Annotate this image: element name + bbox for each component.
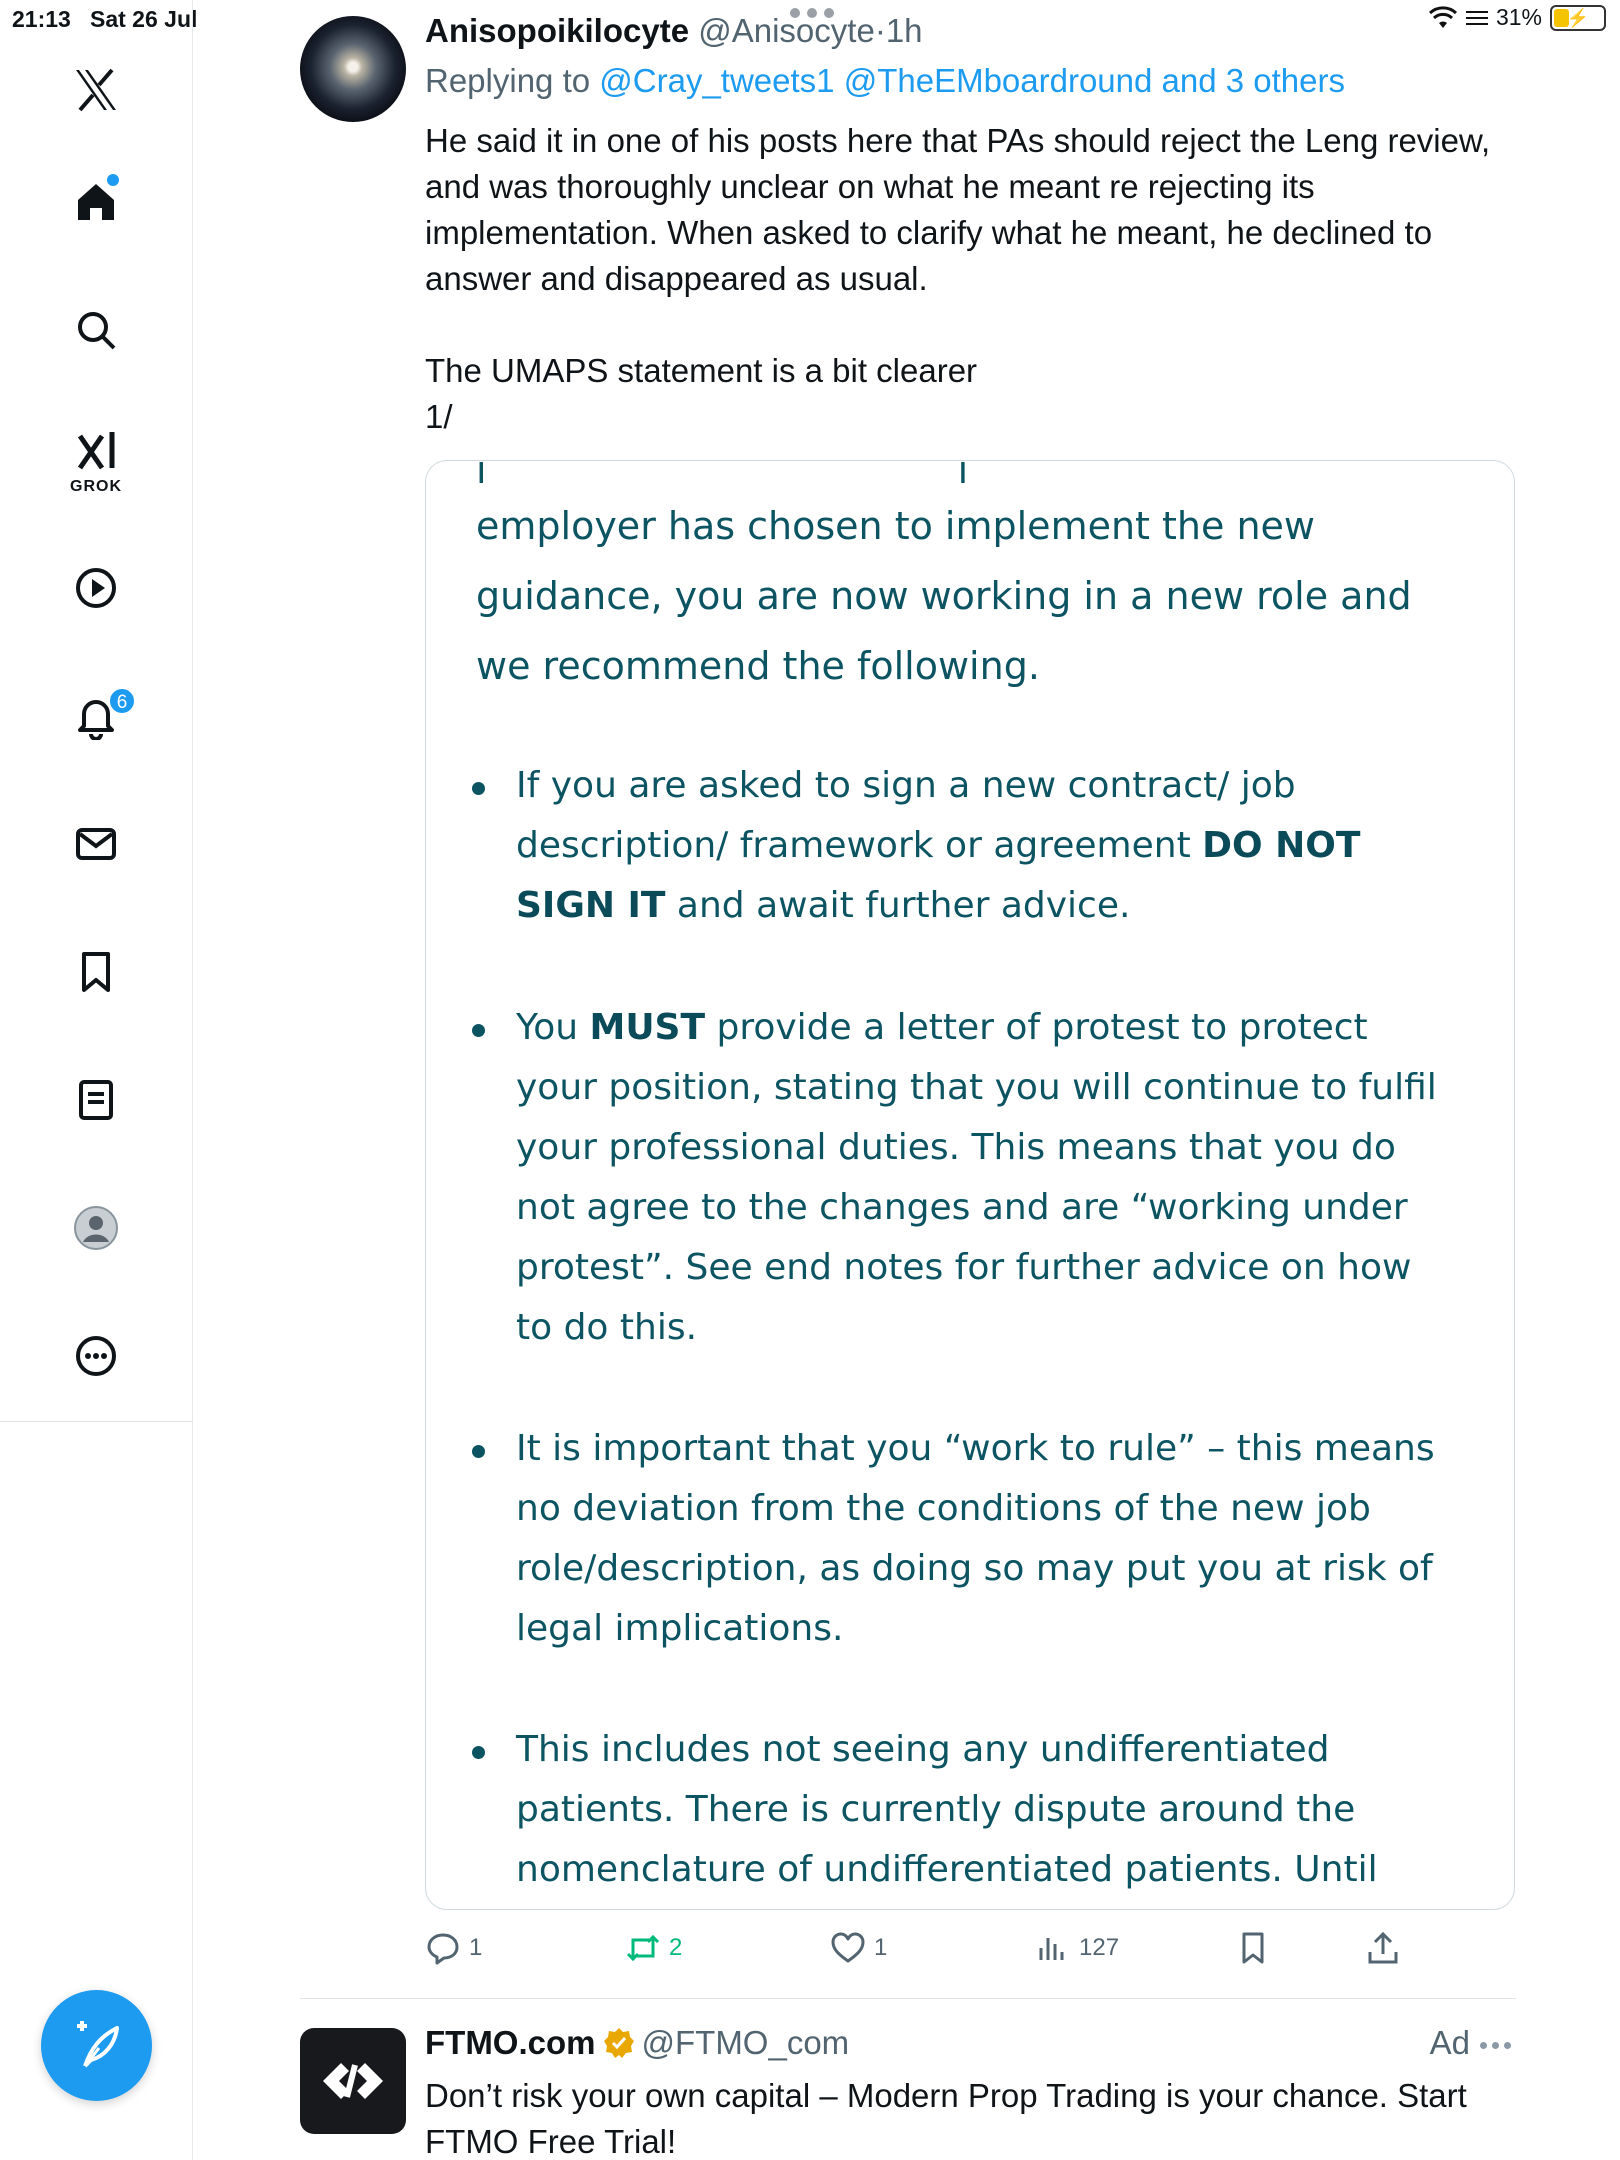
image-intro: employer has chosen to implement the new guidance, you are now working in a new role and we recommend the following.	[476, 504, 1412, 688]
reply-icon	[425, 1930, 461, 1966]
reply-count: 1	[469, 1934, 483, 1961]
search-icon[interactable]	[66, 300, 126, 360]
tweet-text: He said it in one of his posts here that PAs should reject the Leng review, and was thoroughly unclear on what he meant re rejecting its implementation. When asked to clarify what he meant, he declined to answer and disappeared as usual. The UMAPS statement is a bit clearer 1/	[425, 122, 1491, 435]
ad-text: Don’t risk your own capital – Modern Prop Trading is your chance. Start FTMO Free Trial!	[425, 2077, 1467, 2160]
tweet-divider	[300, 1998, 1516, 1999]
battery-icon	[1550, 5, 1606, 31]
battery-percent: 31%	[1495, 4, 1542, 30]
ad-more-icon[interactable]	[1480, 2042, 1511, 2049]
x-logo-icon[interactable]	[66, 60, 126, 120]
bookmarks-icon[interactable]	[66, 942, 126, 1002]
tweet-time[interactable]: 1h	[885, 12, 923, 49]
list-status-icon	[1466, 8, 1488, 28]
grok-label: GROK	[70, 478, 122, 495]
sidebar-divider	[0, 1421, 193, 1422]
grok-icon[interactable]	[66, 422, 126, 482]
view-count: 127	[1079, 1934, 1120, 1961]
share-button[interactable]	[1365, 1930, 1401, 1966]
lists-icon[interactable]	[66, 1070, 126, 1130]
image-bullet: If you are asked to sign a new contract/ job description/ framework or agreement DO NOT SIGN IT and await further advice.	[516, 756, 1446, 936]
tweet-separator: ·	[874, 12, 886, 49]
ftmo-logo-icon	[319, 2047, 387, 2115]
tweet-header	[425, 12, 923, 50]
tweet-author-handle[interactable]: @Anisocyte	[698, 12, 875, 49]
bookmark-button[interactable]	[1235, 1930, 1271, 1966]
image-bullet: This includes not seeing any undifferentiated patients. There is currently dispute around the nomenclature of undifferentiated patients. Until	[516, 1720, 1446, 1900]
replying-prefix: Replying to	[425, 62, 591, 99]
charging-bolt-icon: ⚡	[1566, 7, 1590, 28]
verified-badge-icon	[602, 2026, 636, 2060]
reply-button[interactable]	[425, 1930, 482, 1966]
notifications-badge: 6	[108, 687, 136, 715]
retweet-count: 2	[669, 1934, 683, 1961]
image-cut-line: ı ı	[476, 460, 969, 492]
tweet-actions	[425, 1930, 1525, 1980]
status-time: 21:13 Sat 26 Jul	[12, 6, 198, 32]
sidebar	[0, 0, 193, 2160]
profile-icon[interactable]	[66, 1198, 126, 1258]
ad-avatar[interactable]	[300, 2028, 406, 2134]
messages-icon[interactable]	[66, 814, 126, 874]
replying-to	[425, 62, 1345, 100]
views-button[interactable]	[1035, 1930, 1119, 1966]
ad-handle[interactable]: @FTMO_com	[641, 2024, 850, 2061]
tweet-author-name[interactable]: Anisopoikilocyte	[425, 12, 690, 49]
heart-icon	[830, 1930, 866, 1966]
home-unread-dot	[107, 174, 119, 186]
compose-feather-icon	[69, 2018, 125, 2074]
bookmark-icon	[1235, 1930, 1271, 1966]
ad-label: Ad	[1429, 2024, 1470, 2061]
image-bullet: It is important that you “work to rule” – this means no deviation from the conditions of the new job role/description, as doing so may put you at risk of legal implications.	[516, 1419, 1446, 1659]
like-count: 1	[874, 1934, 888, 1961]
retweet-button[interactable]	[625, 1930, 682, 1966]
ad-name[interactable]: FTMO.com	[425, 2024, 596, 2061]
compose-button[interactable]	[41, 1990, 152, 2101]
like-button[interactable]	[830, 1930, 887, 1966]
tweet-avatar[interactable]	[300, 16, 406, 122]
tweet-image[interactable]	[425, 460, 1515, 1910]
wifi-icon	[1428, 6, 1458, 30]
status-indicators	[1428, 4, 1606, 31]
ad-header	[425, 2024, 849, 2062]
views-chart-icon	[1035, 1930, 1071, 1966]
image-bullet: You MUST provide a letter of protest to protect your position, stating that you will continue to fulfil your professional duties. This means that you do not agree to the changes and are “working under protest”. See end notes for further advice on how to do this.	[516, 998, 1446, 1358]
retweet-icon	[625, 1930, 661, 1966]
more-icon[interactable]	[66, 1326, 126, 1386]
video-icon[interactable]	[66, 558, 126, 618]
share-icon	[1365, 1930, 1401, 1966]
replying-links[interactable]: @Cray_tweets1 @TheEMboardround and 3 others	[599, 62, 1346, 99]
